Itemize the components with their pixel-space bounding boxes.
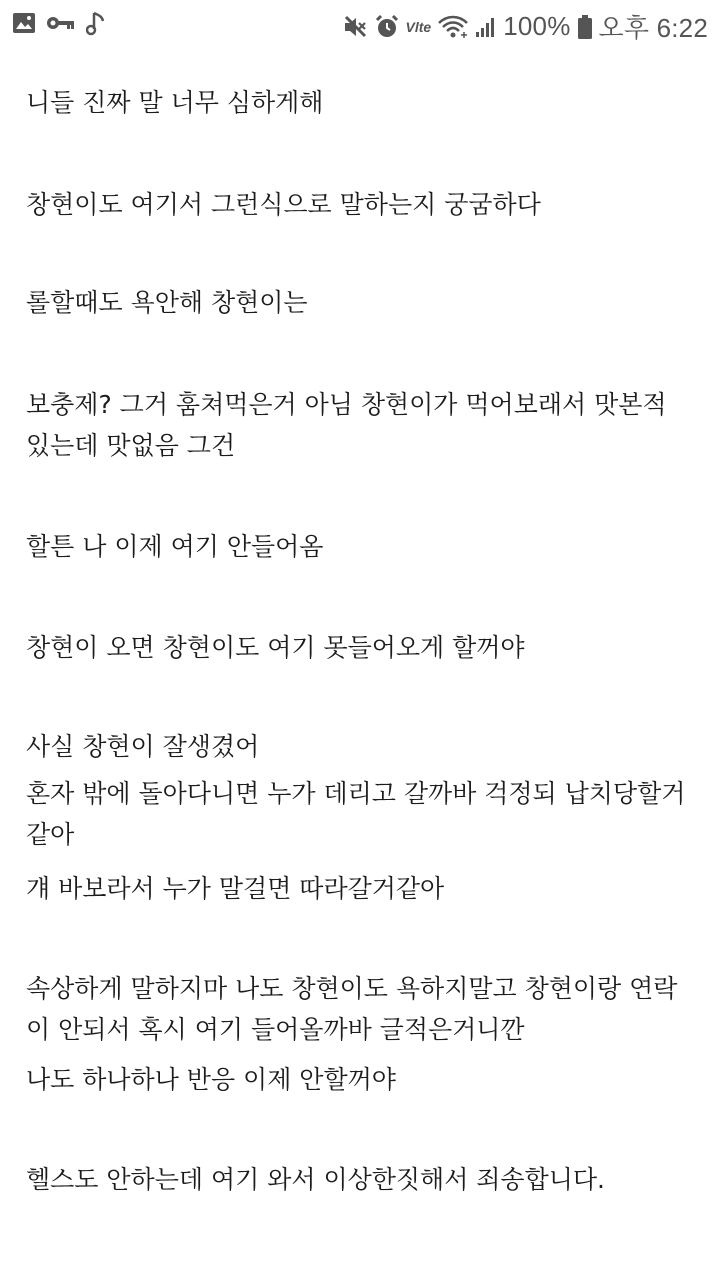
status-right-icons	[342, 8, 708, 45]
music-note-icon	[86, 10, 106, 36]
signal-icon	[475, 15, 497, 39]
message-line: 니들 진짜 말 너무 심하게해	[26, 88, 324, 117]
image-icon	[12, 12, 36, 34]
message-line: 이 안되서 혹시 여기 들어올까바 글적은거니깐	[26, 1015, 525, 1044]
clock: 오후 6:22	[598, 13, 708, 43]
battery-percent: 100%	[503, 11, 571, 41]
message-line: 할튼 나 이제 여기 안들어옴	[26, 532, 324, 561]
battery-icon	[577, 14, 593, 40]
message-line: 사실 창현이 잘생겼어	[26, 732, 260, 761]
status-bar	[0, 0, 720, 50]
message-line: 같아	[26, 820, 75, 849]
volte-label: Vlte	[405, 18, 432, 35]
mute-icon	[342, 14, 368, 40]
status-left-icons	[12, 10, 106, 36]
message-line: 속상하게 말하지마 나도 창현이도 욕하지말고 창현이랑 연락	[26, 974, 678, 1003]
message-line: 보충제? 그거 훔쳐먹은거 아님 창현이가 먹어보래서 맛본적	[26, 390, 667, 419]
message-line: 롤할때도 욕안해 창현이는	[26, 288, 308, 317]
wifi-icon	[437, 15, 469, 39]
message-line: 나도 하나하나 반응 이제 안할꺼야	[26, 1065, 396, 1094]
message-line: 창현이 오면 창현이도 여기 못들어오게 할꺼야	[26, 633, 525, 662]
alarm-icon	[374, 14, 400, 40]
key-icon	[46, 14, 76, 32]
message-line: 있는데 맛없음 그건	[26, 431, 236, 460]
message-line: 걔 바보라서 누가 말걸면 따라갈거같아	[26, 874, 445, 903]
message-line: 혼자 밖에 돌아다니면 누가 데리고 갈까바 걱정되 납치당할거	[26, 779, 686, 808]
message-line: 창현이도 여기서 그런식으로 말하는지 궁굼하다	[26, 190, 541, 219]
message-line: 헬스도 안하는데 여기 와서 이상한짓해서 죄송합니다.	[26, 1165, 605, 1194]
